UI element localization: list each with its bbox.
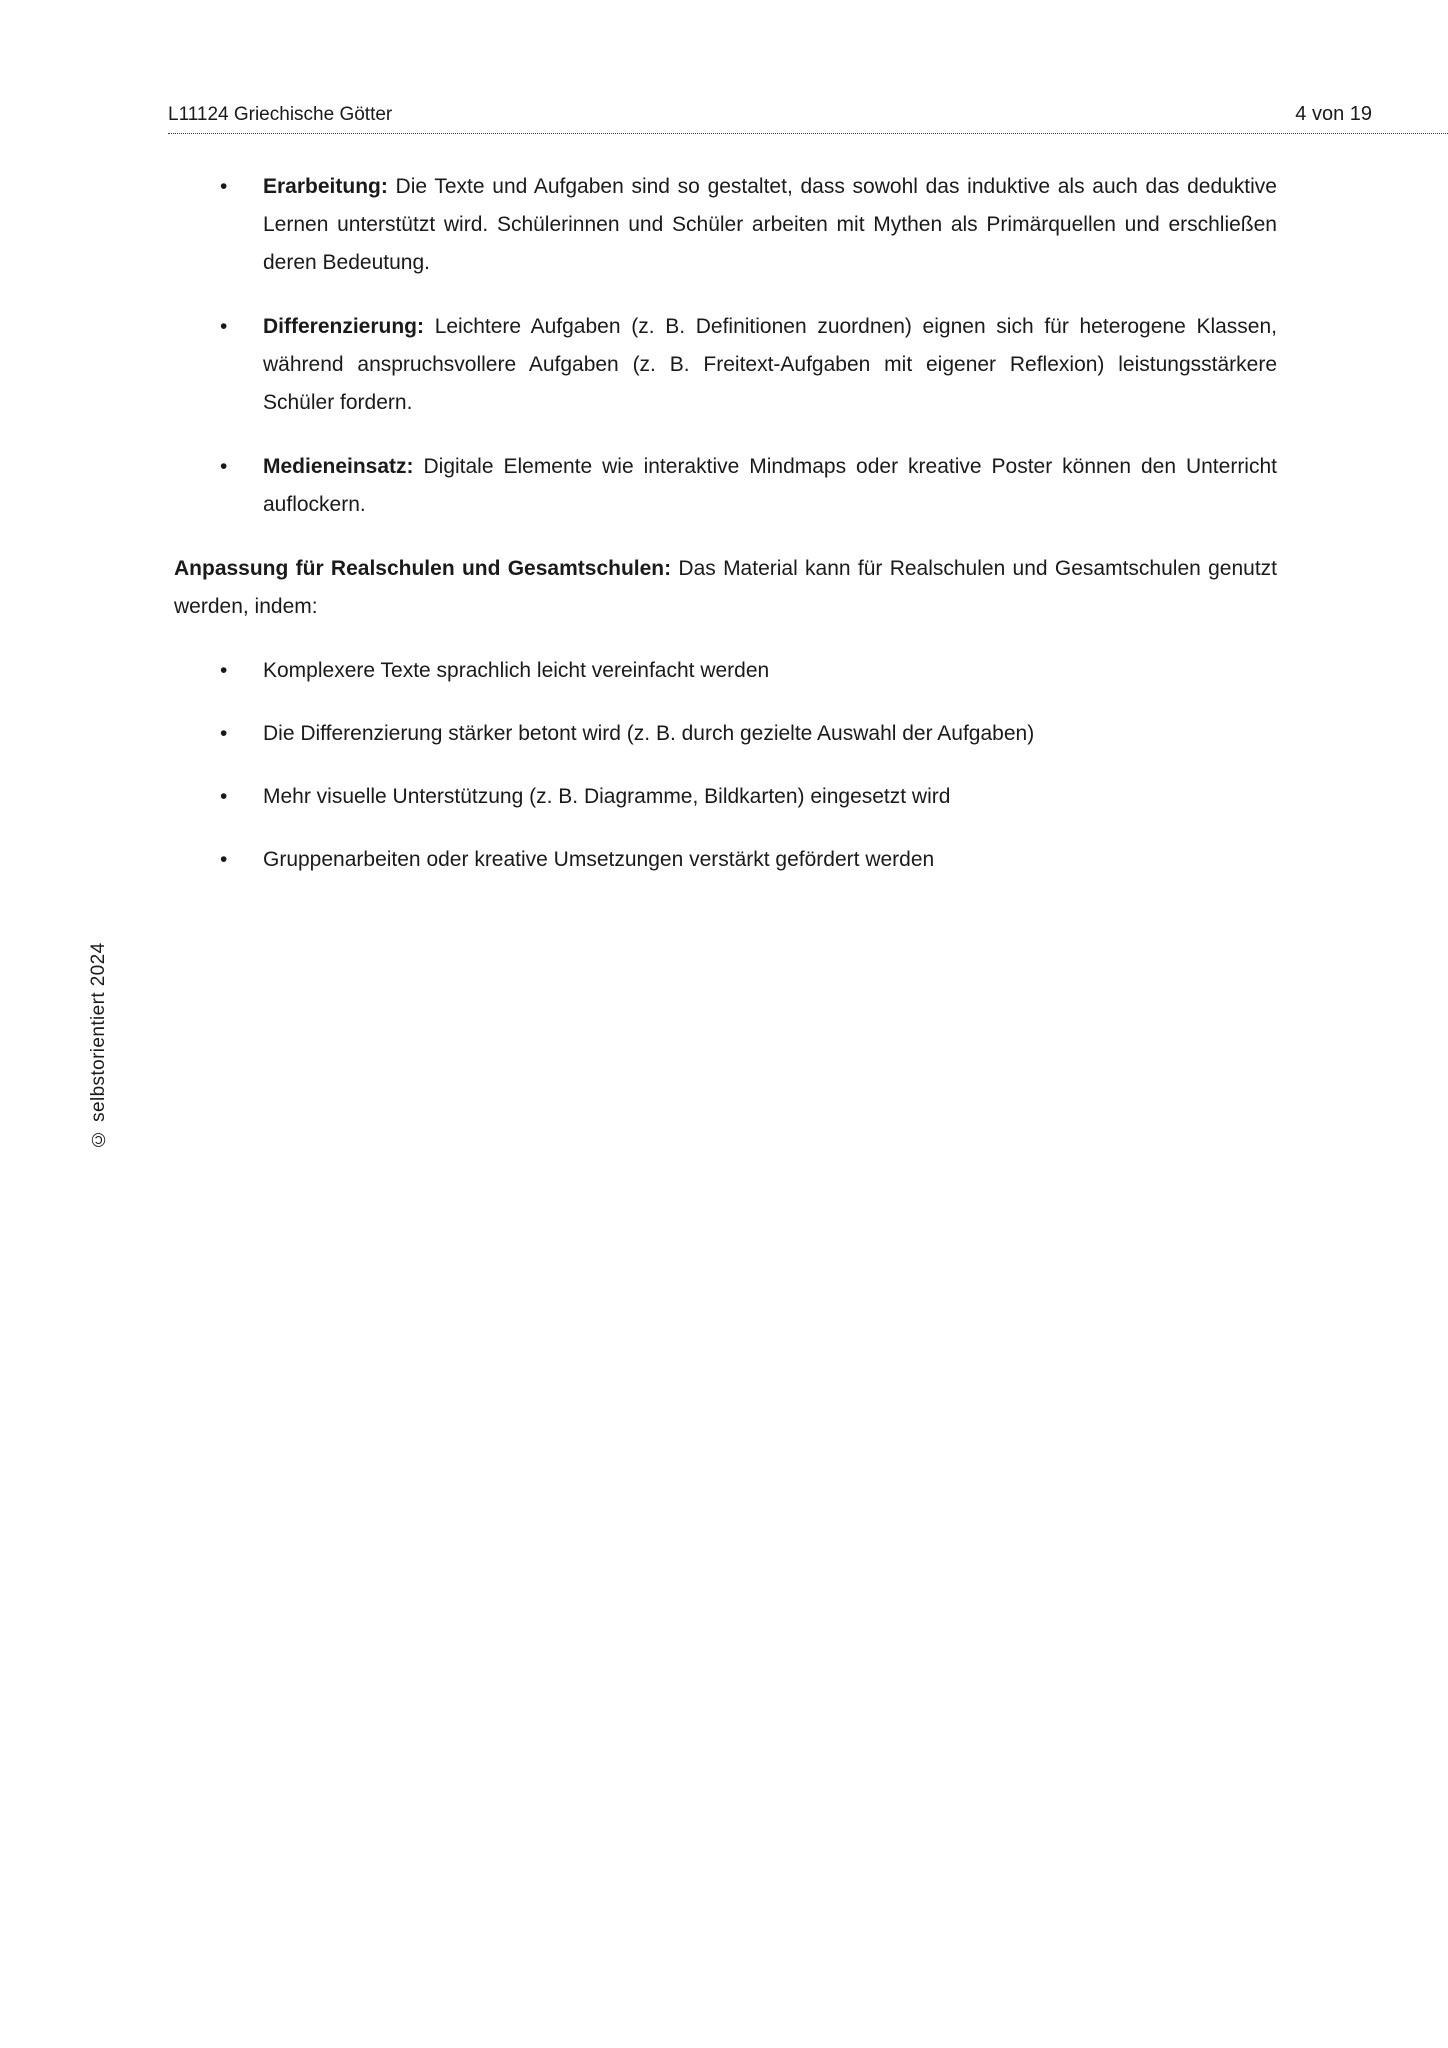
bullet-item-medieneinsatz <box>174 448 1277 524</box>
bullet-icon: • <box>220 722 228 745</box>
paragraph-text: Das Material kann für Realschulen und Gesamtschulen genutzt werden, indem: <box>174 557 1277 618</box>
bullet-icon: • <box>220 175 228 198</box>
bullet-icon: • <box>220 315 228 338</box>
copyright-note: © selbstorientiert 2024 <box>88 942 109 1149</box>
bullet-icon: • <box>220 659 228 682</box>
document-body <box>174 168 1277 904</box>
sub-bullet-list <box>174 652 1277 879</box>
bullet-item-differenzierung <box>174 308 1277 422</box>
sub-bullet-item <box>174 715 1277 753</box>
bullet-label: Medieneinsatz: <box>263 455 414 478</box>
bullet-text: Die Differenzierung stärker betont wird (z. B. durch gezielte Auswahl der Aufgaben) <box>263 722 1035 745</box>
bullet-label: Erarbeitung: <box>263 175 388 198</box>
header-page-number: 4 von 19 <box>1295 103 1372 125</box>
sub-bullet-item <box>174 778 1277 816</box>
sub-bullet-item <box>174 652 1277 690</box>
bullet-item-erarbeitung <box>174 168 1277 282</box>
paragraph-label: Anpassung für Realschulen und Gesamtschulen: <box>174 557 672 580</box>
page-header <box>168 103 1448 134</box>
bullet-text: Gruppenarbeiten oder kreative Umsetzungen verstärkt gefördert werden <box>263 848 935 871</box>
bullet-icon: • <box>220 785 228 808</box>
bullet-label: Differenzierung: <box>263 315 425 338</box>
bullet-text: Die Texte und Aufgaben sind so gestaltet, dass sowohl das induktive als auch das deduktive Lernen unterstützt wird. Schülerinnen und Schüler arbeiten mit Mythen als Primärquellen und erschließen deren Bedeutung. <box>263 175 1277 274</box>
main-bullet-list <box>174 168 1277 524</box>
bullet-icon: • <box>220 455 228 478</box>
header-doc-title: L11124 Griechische Götter <box>168 104 393 125</box>
bullet-text: Leichtere Aufgaben (z. B. Definitionen zuordnen) eignen sich für heterogene Klassen, während anspruchsvollere Aufgaben (z. B. Freitext-Aufgaben mit eigener Reflexion) leistungsstärkere Schüler fordern. <box>263 315 1277 414</box>
bullet-icon: • <box>220 848 228 871</box>
bullet-text: Komplexere Texte sprachlich leicht vereinfacht werden <box>263 659 770 682</box>
sub-bullet-item <box>174 841 1277 879</box>
bullet-text: Mehr visuelle Unterstützung (z. B. Diagramme, Bildkarten) eingesetzt wird <box>263 785 951 808</box>
bullet-text: Digitale Elemente wie interaktive Mindmaps oder kreative Poster können den Unterricht auflockern. <box>263 455 1277 516</box>
adaptation-paragraph <box>174 550 1277 626</box>
